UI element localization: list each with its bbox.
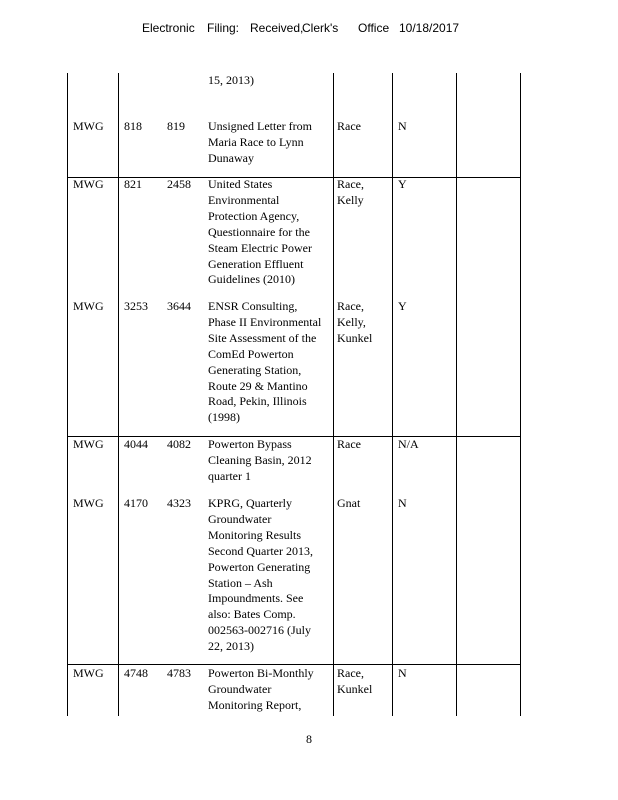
column-divider — [456, 73, 457, 716]
header-received: Received, — [250, 21, 304, 35]
table-cell-prefix: MWG — [73, 496, 104, 510]
table-cell-flag: N — [398, 119, 407, 133]
table-cell-prefix: MWG — [73, 666, 104, 680]
table-cell-end-bates: 3644 — [167, 299, 191, 313]
table-cell-begin-bates: 3253 — [124, 299, 148, 313]
table-cell-description: Unsigned Letter from Maria Race to Lynn Dunaway — [208, 119, 312, 165]
table-cell-begin-bates: 4170 — [124, 496, 148, 510]
table-cell-flag: N — [398, 666, 407, 680]
row-divider — [67, 664, 521, 665]
header-electronic: Electronic — [142, 21, 195, 35]
header-date: 10/18/2017 — [399, 21, 460, 35]
table-cell-begin-bates: 4044 — [124, 437, 148, 451]
header-office: Office — [358, 21, 390, 35]
table-cell-flag: N — [398, 496, 407, 510]
table-cell-end-bates: 4323 — [167, 496, 191, 510]
document-table — [67, 73, 521, 716]
table-cell-prefix: MWG — [73, 119, 104, 133]
table-cell-custodians: Race, Kunkel — [337, 666, 373, 696]
table-cell-description: KPRG, Quarterly Groundwater Monitoring Results Second Quarter 2013, Powerton Generating Station – Ash Impoundments. See also: Bates Comp. 002563-002716 (July 22, 2013) — [208, 496, 313, 654]
table-cell-end-bates: 819 — [167, 119, 185, 133]
table-border-right — [520, 73, 521, 716]
table-cell-end-bates: 4783 — [167, 666, 191, 680]
table-cell-end-bates: 2458 — [167, 177, 191, 191]
table-cell-custodians: Race, Kelly — [337, 177, 364, 207]
table-cell-flag: Y — [398, 299, 407, 313]
table-cell-flag: N/A — [398, 437, 419, 451]
table-cell-prefix: MWG — [73, 437, 104, 451]
header-filing: Filing: — [207, 21, 240, 35]
table-cell-description: Powerton Bi-Monthly Groundwater Monitoring Report, — [208, 666, 314, 712]
column-divider — [333, 73, 334, 716]
table-cell-description: Powerton Bypass Cleaning Basin, 2012 quarter 1 — [208, 437, 312, 483]
column-divider — [392, 73, 393, 716]
table-cell-description: United States Environmental Protection Agency, Questionnaire for the Steam Electric Power Generation Effluent Guidelines (2010) — [208, 177, 312, 287]
table-cell-custodians: Gnat — [337, 496, 361, 510]
table-cell-prefix: MWG — [73, 299, 104, 313]
table-border-left — [67, 73, 68, 716]
filing-header — [0, 21, 618, 37]
table-cell-description: 15, 2013) — [208, 73, 254, 87]
table-cell-custodians: Race — [337, 437, 361, 451]
table-cell-description: ENSR Consulting, Phase II Environmental Site Assessment of the ComEd Powerton Generating Station, Route 29 & Mantino Road, Pekin, Illinois (1998) — [208, 299, 322, 425]
table-cell-end-bates: 4082 — [167, 437, 191, 451]
column-divider — [118, 73, 119, 716]
table-cell-begin-bates: 818 — [124, 119, 142, 133]
table-cell-flag: Y — [398, 177, 407, 191]
table-cell-begin-bates: 821 — [124, 177, 142, 191]
page-number: 8 — [306, 732, 312, 746]
table-cell-prefix: MWG — [73, 177, 104, 191]
header-clerks: Clerk's — [302, 21, 339, 35]
table-cell-custodians: Race, Kelly, Kunkel — [337, 299, 373, 345]
table-cell-begin-bates: 4748 — [124, 666, 148, 680]
table-cell-custodians: Race — [337, 119, 361, 133]
